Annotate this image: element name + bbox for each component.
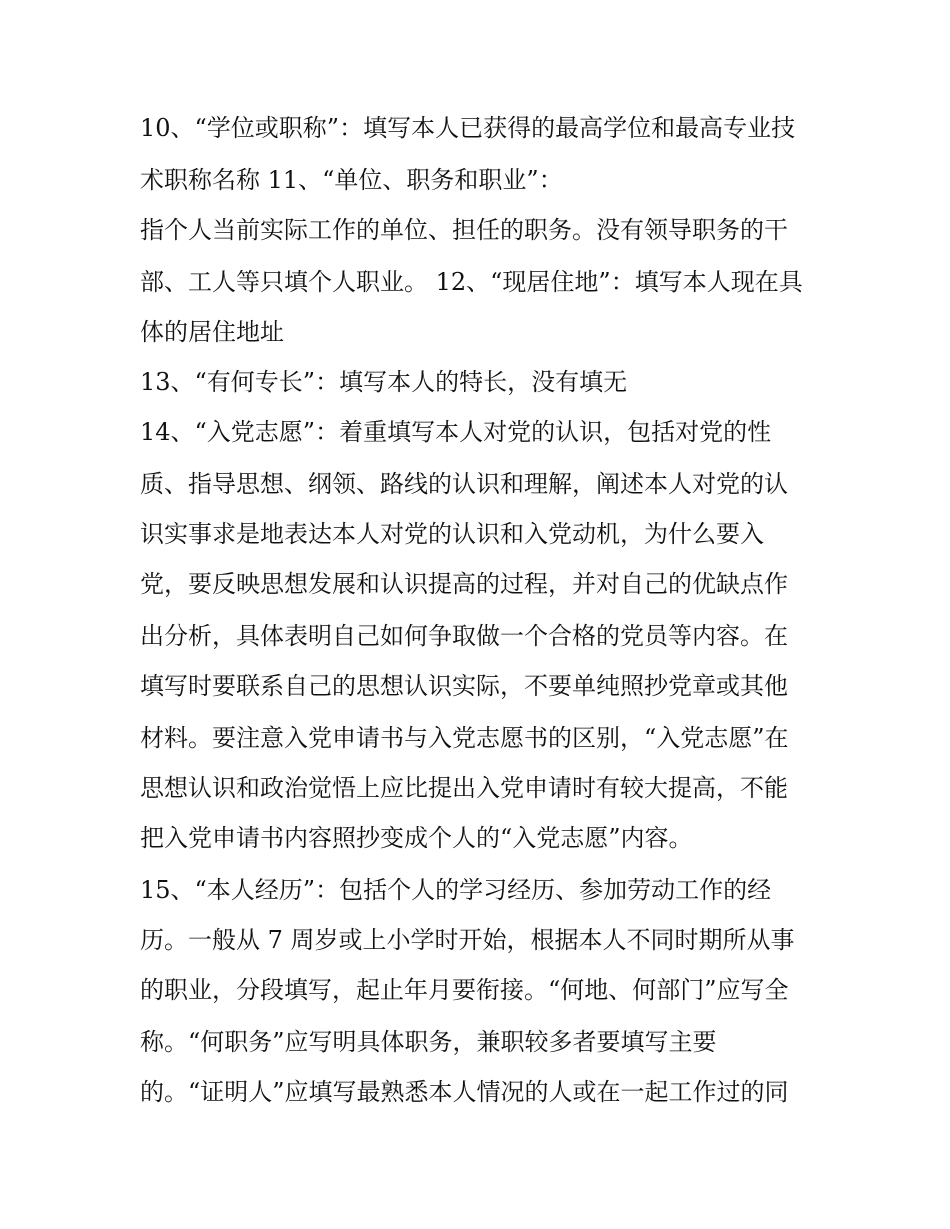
text-line: 党，要反映思想发展和认识提高的过程，并对自己的优缺点作 bbox=[140, 570, 788, 598]
text-line: 出分析，具体表明自己如何争取做一个合格的党员等内容。在 bbox=[140, 622, 788, 650]
text-line: 术职称名称 11、“单位、职务和职业”： bbox=[140, 166, 563, 194]
text-line: 的。“证明人”应填写最熟悉本人情况的人或在一起工作过的同 bbox=[140, 1078, 789, 1106]
text-line: 10、“学位或职称”：填写本人已获得的最高学位和最高专业技 bbox=[140, 114, 796, 142]
text-line: 称。“何职务”应写明具体职务，兼职较多者要填写主要 bbox=[140, 1028, 717, 1056]
text-line: 识实事求是地表达本人对党的认识和入党动机，为什么要入 bbox=[140, 520, 764, 548]
text-line: 13、“有何专长”：填写本人的特长，没有填无 bbox=[140, 368, 628, 396]
text-line: 历。一般从 7 周岁或上小学时开始，根据本人不同时期所从事 bbox=[140, 926, 795, 954]
text-line: 14、“入党志愿”：着重填写本人对党的认识，包括对党的性 bbox=[140, 418, 772, 446]
text-line: 把入党申请书内容照抄变成个人的“入党志愿”内容。 bbox=[140, 824, 693, 852]
text-line: 填写时要联系自己的思想认识实际，不要单纯照抄党章或其他 bbox=[140, 672, 788, 700]
text-line: 指个人当前实际工作的单位、担任的职务。没有领导职务的干 bbox=[140, 216, 788, 244]
text-line: 部、工人等只填个人职业。 12、“现居住地”：填写本人现在具 bbox=[140, 268, 803, 296]
text-line: 的职业，分段填写，起止年月要衔接。“何地、何部门”应写全 bbox=[140, 976, 789, 1004]
text-line: 思想认识和政治觉悟上应比提出入党申请时有较大提高，不能 bbox=[140, 774, 788, 802]
text-line: 质、指导思想、纲领、路线的认识和理解，阐述本人对党的认 bbox=[140, 470, 788, 498]
text-line: 15、“本人经历”：包括个人的学习经历、参加劳动工作的经 bbox=[140, 876, 772, 904]
text-line: 材料。要注意入党申请书与入党志愿书的区别，“入党志愿”在 bbox=[140, 724, 789, 752]
text-line: 体的居住地址 bbox=[140, 318, 284, 346]
